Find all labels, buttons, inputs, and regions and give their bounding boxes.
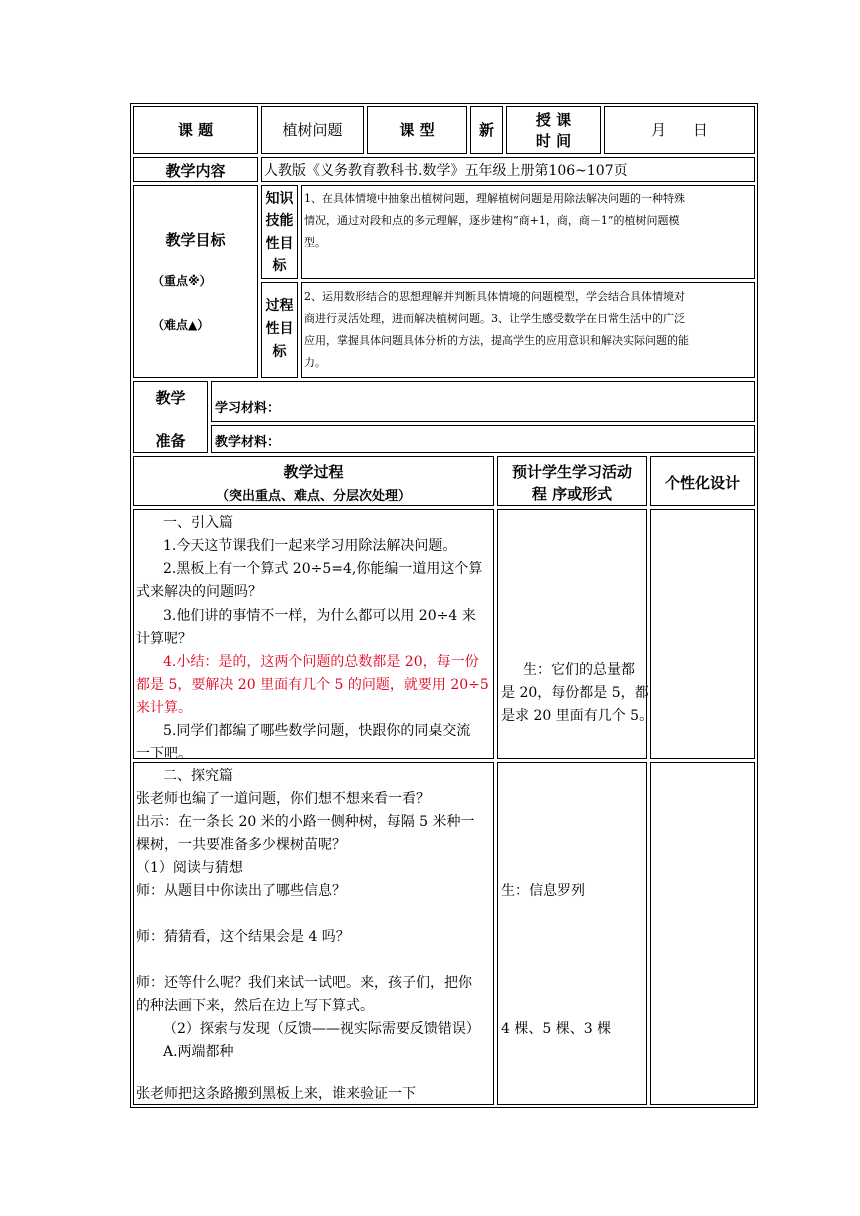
course-label: 课 题	[177, 121, 214, 139]
key-point-note: （重点※）	[152, 274, 212, 288]
knowledge-label-1: 知识	[265, 191, 294, 207]
objectives-label: 教学目标	[165, 231, 226, 249]
s1-line-4: 式来解决的问题吗？	[136, 584, 262, 600]
knowledge-text-3: 型。	[304, 236, 326, 249]
process-label-3: 标	[272, 344, 287, 360]
difficulty-note: （难点▲）	[152, 318, 210, 332]
s2-line-6: 师：从题目中你读出了哪些信息？	[136, 883, 346, 899]
teaching-material-label: 教学材料：	[215, 435, 281, 450]
s1-student-1: 生：它们的总量都	[523, 662, 635, 678]
s2-line-4: 棵树，一共要准备多少棵树苗呢？	[136, 837, 346, 853]
s2-line-8: 师：还等什么呢？我们来试一试吧。来，孩子们，把你	[136, 975, 472, 991]
process-label-2: 性目	[265, 321, 294, 337]
process-text-4: 力。	[304, 356, 326, 369]
process-text-3: 应用，掌握具体问题具体分析的方法，提高学生的应用意识和解决实际问题的能	[304, 334, 689, 347]
s2-student-2: 4 棵、5 棵、3 棵	[501, 1021, 612, 1037]
student-header-1: 预计学生学习活动	[511, 463, 632, 481]
s1-line-2: 1.今天这节课我们一起来学习用除法解决问题。	[163, 538, 457, 554]
process-label-1: 过程	[265, 298, 294, 314]
s1-line-5: 3.他们讲的事情不一样，为什么都可以用 20÷4 来	[163, 608, 476, 624]
s1-student-3: 是求 20 里面有几个 5。	[501, 708, 654, 724]
study-material-label: 学习材料：	[215, 401, 281, 416]
s1-line-3: 2.黑板上有一个算式 20÷5=4,你能编一道用这个算	[163, 561, 483, 577]
process-text-1: 2、运用数形结合的思想理解并判断具体情境的问题模型，学会结合具体情境对	[304, 290, 685, 303]
date-value: 月 日	[651, 121, 708, 139]
s1-line-1: 一、引入篇	[163, 515, 233, 531]
s2-line-5: （1）阅读与猜想	[136, 860, 243, 876]
knowledge-text-1: 1、在具体情境中抽象出植树问题，理解植树问题是用除法解决问题的一种特殊	[304, 192, 685, 205]
s1-student-2: 是 20，每份都是 5，都	[501, 685, 649, 701]
s1-line-8: 一下吧。	[136, 746, 192, 762]
cell-section1-personal	[650, 509, 755, 759]
s1-line-6: 计算呢？	[136, 631, 192, 647]
s2-student-1: 生：信息罗列	[501, 883, 585, 899]
cell-section2-personal	[650, 762, 755, 1105]
time-label-1: 授 课	[535, 111, 572, 129]
process-header-main: 教学过程	[283, 463, 344, 481]
type-value: 新	[478, 121, 494, 139]
s1-summary-1: 4.小结：是的，这两个问题的总数都是 20，每一份	[163, 654, 479, 670]
s2-line-9: 的种法画下来，然后在边上写下算式。	[136, 998, 374, 1014]
preparation-label-2: 准备	[155, 432, 186, 450]
cell-teaching-material	[211, 425, 755, 453]
s1-summary-2: 都是 5，要解决 20 里面有几个 5 的问题，就要用 20÷5	[136, 677, 489, 693]
cell-study-material	[211, 381, 755, 422]
process-header-sub: （突出重点、难点、分层次处理）	[215, 489, 411, 504]
knowledge-label-4: 标	[272, 258, 287, 274]
content-label: 教学内容	[165, 162, 226, 180]
process-text-2: 商进行灵活处理，进而解决植树问题。3、让学生感受数学在日常生活中的广泛	[304, 312, 685, 325]
course-value: 植树问题	[282, 121, 343, 139]
s1-line-7: 5.同学们都编了哪些数学问题，快跟你的同桌交流	[163, 723, 471, 739]
knowledge-label-3: 性目	[265, 236, 294, 252]
s2-line-1: 二、探究篇	[163, 768, 233, 784]
personal-header: 个性化设计	[664, 474, 740, 492]
s2-line-12: 张老师把这条路搬到黑板上来，谁来验证一下	[136, 1086, 416, 1102]
content-value: 人教版《义务教育教科书.数学》五年级上册第106~107页	[264, 163, 628, 179]
student-header-2: 程 序或形式	[531, 485, 613, 503]
s2-line-11: A.两端都种	[163, 1044, 234, 1060]
type-label: 课 型	[399, 121, 435, 139]
cell-section2-student	[497, 762, 647, 1105]
s2-line-3: 出示：在一条长 20 米的小路一侧种树，每隔 5 米种一	[136, 814, 475, 830]
s2-line-7: 师：猜猜看，这个结果会是 4 吗？	[136, 929, 350, 945]
knowledge-text-2: 情况，通过对段和点的多元理解，逐步建构“商+1，商，商－1”的植树问题模	[304, 214, 680, 227]
preparation-label-1: 教学	[155, 389, 186, 407]
s1-summary-3: 来计算。	[136, 700, 192, 716]
s2-line-2: 张老师也编了一道问题，你们想不想来看一看？	[136, 791, 430, 807]
s2-line-10: （2）探索与发现（反馈——视实际需要反馈错误）	[163, 1021, 480, 1037]
knowledge-label-2: 技能	[265, 213, 294, 229]
time-label-2: 时 间	[535, 132, 572, 150]
